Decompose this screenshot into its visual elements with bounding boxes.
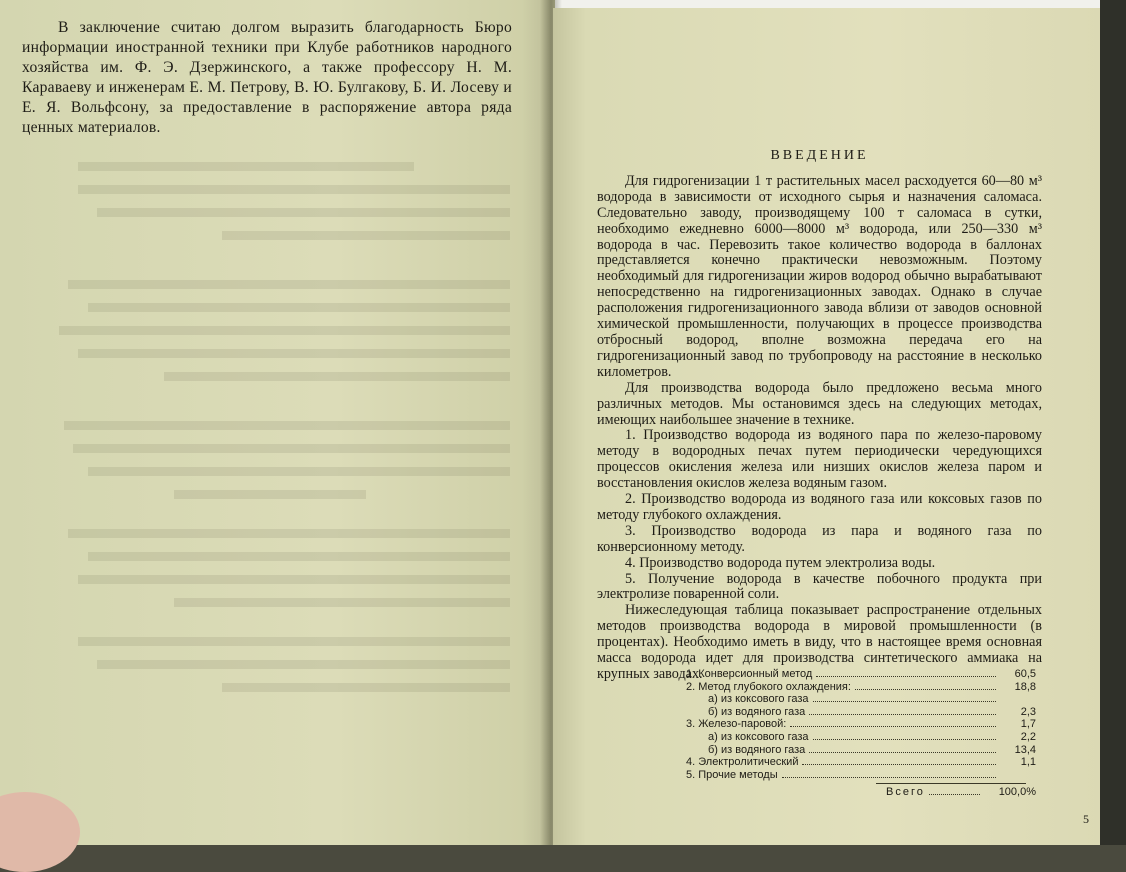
list-item: 5. Получение водорода в качестве побочного продукта при электролизе поваренной соли.	[597, 570, 1042, 603]
table-row	[686, 668, 1036, 681]
row-label: б) из водяного газа	[708, 705, 806, 718]
row-value: 1,1	[1020, 756, 1036, 769]
row-label: 5. Прочие методы	[686, 768, 778, 781]
table-row	[686, 706, 1036, 719]
table-row	[686, 731, 1036, 744]
list-item: 2. Производство водорода из водяного газа или коксовых газов по методу глубокого охлаждения.	[597, 491, 1042, 523]
row-label: а) из коксового газа	[708, 730, 809, 743]
left-page-text	[22, 18, 512, 138]
row-label: 3. Железо-паровой:	[686, 718, 787, 731]
acknowledgement-paragraph: В заключение считаю долгом выразить благодарность Бюро информации иностранной техники при Клубе работников народного хозяйства им. Ф. Э. Дзержинского, а также профессору Н. М. Караваеву и инженерам Е. М. Петрову, В. Ю. Булгакову, Б. И. Лосеву и Е. Я. Вольфсону, за предоставление в распоряжение автора ряда ценных материалов.	[22, 19, 512, 136]
list-item: 4. Производство водорода путем электролиза воды.	[625, 554, 936, 571]
hydrogen-methods-table	[686, 668, 1036, 799]
bleed-through-text	[30, 148, 510, 608]
table-row	[686, 693, 1036, 706]
list-item: 1. Производство водорода из водяного пара по железо-паровому методу в водородных печах путем периодически чередующихся процессов окисления железа или низших окислов железа паром и восстановления окислов железа водяным газом.	[597, 427, 1042, 492]
table-row	[686, 681, 1036, 694]
left-page	[0, 0, 555, 845]
list-item: 3. Производство водорода из пара и водяного газа по конверсионному методу.	[597, 522, 1042, 555]
table-row	[686, 756, 1036, 769]
total-value: 100,0%	[998, 786, 1036, 799]
row-value: 60,5	[1014, 668, 1036, 680]
paragraph: Нижеследующая таблица показывает распространение отдельных методов производства водорода в мировой промышленности (в процентах). Необходимо иметь в виду, что в настоящее время основная масса водорода идет для производства синтетического аммиака на крупных заводах.	[597, 602, 1042, 682]
total-label: Всего	[886, 786, 925, 799]
right-page-text	[597, 148, 1042, 683]
table-total-row	[686, 786, 1036, 799]
row-label: 1. Конверсионный метод	[686, 668, 813, 680]
row-label: б) из водяного газа	[708, 743, 806, 756]
chapter-heading: ВВЕДЕНИЕ	[770, 148, 869, 163]
row-label: 2. Метод глубокого охлаждения:	[686, 680, 851, 693]
row-value: 18,8	[1014, 680, 1036, 693]
page-number: 5	[1083, 812, 1089, 826]
row-value: 2,3	[1020, 705, 1036, 718]
row-label: а) из коксового газа	[708, 693, 809, 706]
book-cover-edge	[1100, 0, 1126, 845]
table-row	[686, 769, 1036, 782]
row-label: 4. Электролитический	[686, 756, 799, 769]
row-value: 13,4	[1014, 743, 1036, 756]
row-value: 1,7	[1020, 718, 1036, 731]
table-row	[686, 718, 1036, 731]
paragraph: Для производства водорода было предложено весьма много различных методов. Мы остановимся здесь на следующих методах, имеющих наибольшее значение в технике.	[597, 379, 1042, 428]
paragraph: Для гидрогенизации 1 т растительных масел расходуется 60—80 м³ водорода в зависимости от исходного сырья и назначения саломаса. Следовательно заводу, производящему 100 т саломаса в сутки, необходимо ежедневно 6000—8000 м³ водорода, или 250—330 м³ водорода в час. Перевозить такое количество водорода в баллонах представляется конечно практически невозможным. Поэтому необходимый для гидрогенизации жиров водород обычно вырабатывают непосредственно на гидрогенизационных заводах. Однако в случае расположения гидрогенизационного завода вблизи от заводов основной химической промышленности, получающих в процессе производства отбросный водород, вполне возможна передача его на гидрогенизационный завод по трубопроводу на расстояние в несколько километров.	[597, 172, 1042, 380]
row-value: 2,2	[1020, 730, 1036, 743]
table-row	[686, 744, 1036, 757]
